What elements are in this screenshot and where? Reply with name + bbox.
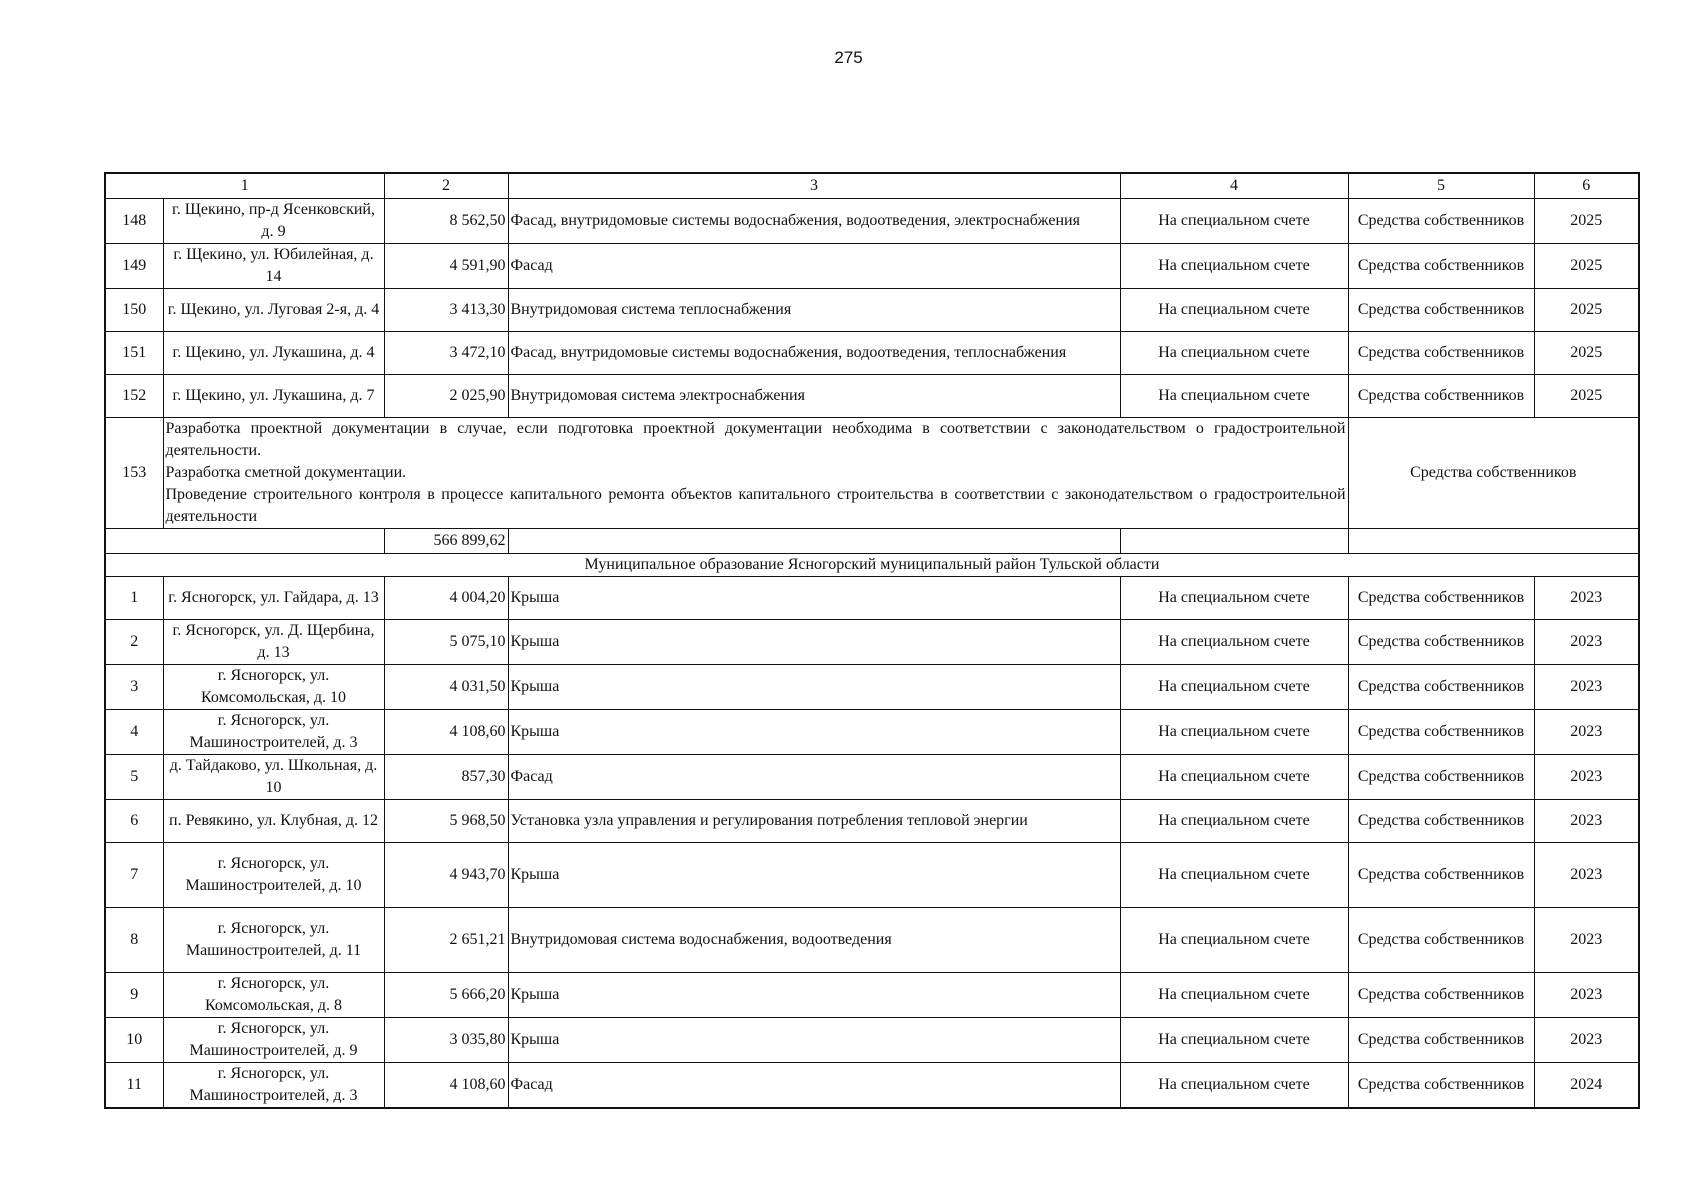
table-row [105, 710, 1639, 755]
table-row-153 [105, 418, 1639, 529]
capital-repair-table [104, 172, 1640, 1109]
funding-cell: Средства собственников [1348, 908, 1534, 973]
section-title: Муниципальное образование Ясногорский муниципальный район Тульской области [105, 554, 1639, 577]
year-cell: 2025 [1534, 244, 1639, 289]
account-cell: На специальном счете [1120, 843, 1348, 908]
account-cell: На специальном счете [1120, 289, 1348, 332]
table-row [105, 755, 1639, 800]
funding-cell: Средства собственников [1348, 1063, 1534, 1109]
year-cell: 2025 [1534, 332, 1639, 375]
row-number: 3 [105, 665, 163, 710]
address-cell: г. Ясногорск, ул. Комсомольская, д. 10 [163, 665, 384, 710]
account-cell: На специальном счете [1120, 244, 1348, 289]
table-row [105, 375, 1639, 418]
cost-cell: 4 108,60 [384, 1063, 508, 1109]
design-works-description [163, 418, 1348, 529]
address-cell: г. Щекино, пр-д Ясенковский, д. 9 [163, 199, 384, 244]
cost-cell: 4 943,70 [384, 843, 508, 908]
cost-cell: 5 075,10 [384, 620, 508, 665]
funding-cell: Средства собственников [1348, 620, 1534, 665]
account-cell: На специальном счете [1120, 332, 1348, 375]
address-cell: г. Щекино, ул. Лукашина, д. 7 [163, 375, 384, 418]
year-cell: 2023 [1534, 577, 1639, 620]
column-header-5: 5 [1348, 173, 1534, 199]
work-type-cell: Крыша [508, 843, 1120, 908]
funding-cell: Средства собственников [1348, 289, 1534, 332]
account-cell: На специальном счете [1120, 1063, 1348, 1109]
year-cell: 2024 [1534, 1063, 1639, 1109]
row-number: 9 [105, 973, 163, 1018]
row-number: 4 [105, 710, 163, 755]
funding-cell: Средства собственников [1348, 1018, 1534, 1063]
address-cell: г. Ясногорск, ул. Машиностроителей, д. 3 [163, 710, 384, 755]
year-cell: 2023 [1534, 755, 1639, 800]
description-line: Проведение строительного контроля в процессе капитального ремонта объектов капитального строительства в соответствии с законодательством о градостроительной деятельности [165, 486, 1346, 525]
total-empty-cell [1120, 529, 1348, 554]
table-row [105, 973, 1639, 1018]
funding-cell: Средства собственников [1348, 973, 1534, 1018]
description-line: Разработка сметной документации. [165, 464, 407, 481]
row-number: 2 [105, 620, 163, 665]
cost-cell: 2 025,90 [384, 375, 508, 418]
cost-cell: 3 035,80 [384, 1018, 508, 1063]
year-cell: 2023 [1534, 843, 1639, 908]
total-cost: 566 899,62 [384, 529, 508, 554]
table-row [105, 244, 1639, 289]
column-header-2: 2 [384, 173, 508, 199]
account-cell: На специальном счете [1120, 800, 1348, 843]
work-type-cell: Фасад [508, 1063, 1120, 1109]
account-cell: На специальном счете [1120, 665, 1348, 710]
work-type-cell: Крыша [508, 665, 1120, 710]
address-cell: г. Ясногорск, ул. Машиностроителей, д. 10 [163, 843, 384, 908]
table-row [105, 1018, 1639, 1063]
year-cell: 2023 [1534, 665, 1639, 710]
row-number: 10 [105, 1018, 163, 1063]
year-cell: 2025 [1534, 289, 1639, 332]
funding-cell: Средства собственников [1348, 244, 1534, 289]
address-cell: п. Ревякино, ул. Клубная, д. 12 [163, 800, 384, 843]
account-cell: На специальном счете [1120, 199, 1348, 244]
row-number: 5 [105, 755, 163, 800]
work-type-cell: Крыша [508, 1018, 1120, 1063]
account-cell: На специальном счете [1120, 908, 1348, 973]
year-cell: 2025 [1534, 375, 1639, 418]
cost-cell: 5 666,20 [384, 973, 508, 1018]
section-header-row [105, 554, 1639, 577]
description-line: Разработка проектной документации в случае, если подготовка проектной документации необходима в соответствии с законодательством о градостроительной деятельности. [165, 420, 1346, 459]
table-row [105, 289, 1639, 332]
year-cell: 2023 [1534, 1018, 1639, 1063]
column-header-4: 4 [1120, 173, 1348, 199]
account-cell: На специальном счете [1120, 1018, 1348, 1063]
address-cell: г. Ясногорск, ул. Д. Щербина, д. 13 [163, 620, 384, 665]
work-type-cell: Крыша [508, 973, 1120, 1018]
column-number-row [105, 173, 1639, 199]
row-number: 6 [105, 800, 163, 843]
table-row [105, 332, 1639, 375]
row-number: 150 [105, 289, 163, 332]
work-type-cell: Крыша [508, 620, 1120, 665]
funding-cell: Средства собственников [1348, 375, 1534, 418]
account-cell: На специальном счете [1120, 375, 1348, 418]
table-row [105, 800, 1639, 843]
work-type-cell: Фасад [508, 244, 1120, 289]
page-number: 275 [834, 48, 863, 67]
cost-cell: 4 004,20 [384, 577, 508, 620]
funding-cell: Средства собственников [1348, 577, 1534, 620]
account-cell: На специальном счете [1120, 973, 1348, 1018]
funding-cell: Средства собственников [1348, 665, 1534, 710]
total-empty-cell [508, 529, 1120, 554]
total-row [105, 529, 1639, 554]
year-cell: 2023 [1534, 620, 1639, 665]
funding-cell: Средства собственников [1348, 332, 1534, 375]
row-number: 7 [105, 843, 163, 908]
work-type-cell: Фасад, внутридомовые системы водоснабжения, водоотведения, электроснабжения [508, 199, 1120, 244]
table-row [105, 199, 1639, 244]
address-cell: г. Ясногорск, ул. Гайдара, д. 13 [163, 577, 384, 620]
account-cell: На специальном счете [1120, 710, 1348, 755]
funding-cell: Средства собственников [1348, 199, 1534, 244]
funding-cell: Средства собственников [1348, 710, 1534, 755]
cost-cell: 4 108,60 [384, 710, 508, 755]
address-cell: г. Щекино, ул. Лукашина, д. 4 [163, 332, 384, 375]
cost-cell: 857,30 [384, 755, 508, 800]
row-number: 151 [105, 332, 163, 375]
address-cell: г. Ясногорск, ул. Комсомольская, д. 8 [163, 973, 384, 1018]
total-empty-cell [105, 529, 384, 554]
work-type-cell: Крыша [508, 577, 1120, 620]
address-cell: г. Ясногорск, ул. Машиностроителей, д. 3 [163, 1063, 384, 1109]
table-row [105, 908, 1639, 973]
cost-cell: 8 562,50 [384, 199, 508, 244]
row-number: 152 [105, 375, 163, 418]
cost-cell: 5 968,50 [384, 800, 508, 843]
cost-cell: 2 651,21 [384, 908, 508, 973]
funding-cell: Средства собственников [1348, 800, 1534, 843]
table-row [105, 665, 1639, 710]
work-type-cell: Установка узла управления и регулирования потребления тепловой энергии [508, 800, 1120, 843]
address-cell: д. Тайдаково, ул. Школьная, д. 10 [163, 755, 384, 800]
year-cell: 2025 [1534, 199, 1639, 244]
work-type-cell: Внутридомовая система водоснабжения, водоотведения [508, 908, 1120, 973]
cost-cell: 4 031,50 [384, 665, 508, 710]
table-row [105, 620, 1639, 665]
row-number: 153 [105, 418, 163, 529]
address-cell: г. Ясногорск, ул. Машиностроителей, д. 11 [163, 908, 384, 973]
funding-cell: Средства собственников [1348, 755, 1534, 800]
table-row [105, 577, 1639, 620]
work-type-cell: Фасад [508, 755, 1120, 800]
column-header-6: 6 [1534, 173, 1639, 199]
account-cell: На специальном счете [1120, 620, 1348, 665]
table-row [105, 1063, 1639, 1109]
work-type-cell: Крыша [508, 710, 1120, 755]
address-cell: г. Ясногорск, ул. Машиностроителей, д. 9 [163, 1018, 384, 1063]
account-cell: На специальном счете [1120, 577, 1348, 620]
year-cell: 2023 [1534, 710, 1639, 755]
work-type-cell: Внутридомовая система теплоснабжения [508, 289, 1120, 332]
year-cell: 2023 [1534, 800, 1639, 843]
address-cell: г. Щекино, ул. Луговая 2-я, д. 4 [163, 289, 384, 332]
row-number: 8 [105, 908, 163, 973]
column-header-1: 1 [105, 173, 384, 199]
cost-cell: 4 591,90 [384, 244, 508, 289]
row-number: 11 [105, 1063, 163, 1109]
work-type-cell: Внутридомовая система электроснабжения [508, 375, 1120, 418]
account-cell: На специальном счете [1120, 755, 1348, 800]
funding-source: Средства собственников [1348, 418, 1639, 529]
column-header-3: 3 [508, 173, 1120, 199]
cost-cell: 3 413,30 [384, 289, 508, 332]
year-cell: 2023 [1534, 973, 1639, 1018]
work-type-cell: Фасад, внутридомовые системы водоснабжения, водоотведения, теплоснабжения [508, 332, 1120, 375]
table-row [105, 843, 1639, 908]
row-number: 1 [105, 577, 163, 620]
total-empty-cell [1348, 529, 1639, 554]
row-number: 148 [105, 199, 163, 244]
year-cell: 2023 [1534, 908, 1639, 973]
cost-cell: 3 472,10 [384, 332, 508, 375]
funding-cell: Средства собственников [1348, 843, 1534, 908]
address-cell: г. Щекино, ул. Юбилейная, д. 14 [163, 244, 384, 289]
row-number: 149 [105, 244, 163, 289]
